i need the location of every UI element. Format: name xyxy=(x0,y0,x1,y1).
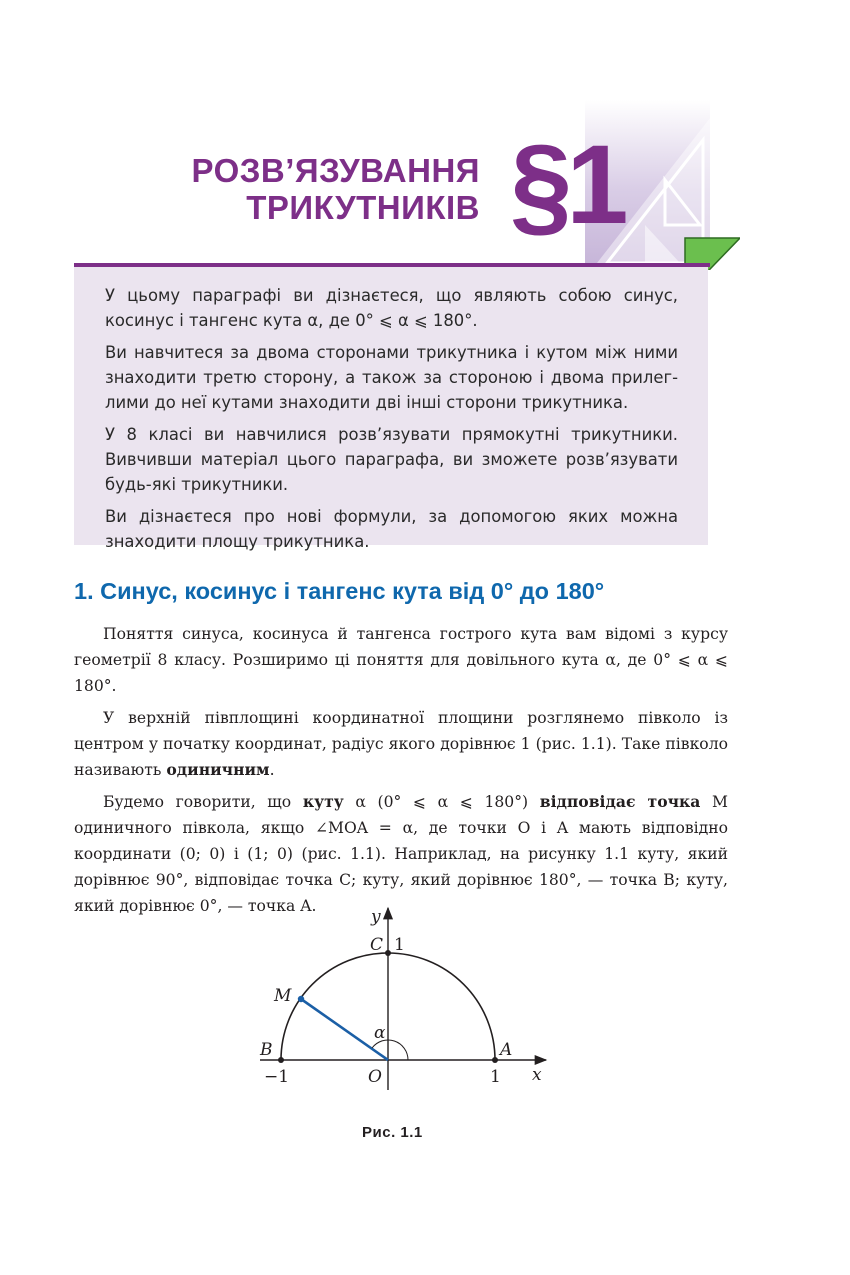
point-c xyxy=(385,950,391,956)
body-paragraph-3: Будемо говорити, що куту α (0° ⩽ α ⩽ 180°) відповідає точка M одиничного півкола, якщо ∠MOA = α, де точки O і A мають відповідно координати (0; 0) і (1; 0) (рис. 1.1). Наприклад, на рисунку 1.1 куту, який дорівнює 90°, відповідає точка C; куту, який дорівнює 180°, — точка B; куту, який дорівнює 0°, — точка A. xyxy=(74,792,728,915)
term-point: відповідає точка xyxy=(539,792,701,811)
intro-paragraph: Ви дізнаєтеся про нові формули, за допомогою яких можна знаходити площу трикутника. xyxy=(105,507,678,551)
intro-paragraph: Ви навчитеся за двома сторонами трикутника і кутом між ними знаходити третю сторону, а також за стороною і двома прилеглими до неї кутами знаходити дві інші сторони трикутника. xyxy=(105,343,678,412)
body-paragraph-1: Поняття синуса, косинуса й тангенса гострого кута вам відомі з курсу геометрії 8 класу. Розширимо ці поняття для довільного кута α, де 0° ⩽ α ⩽ 180°. xyxy=(74,625,728,695)
intro-paragraph: У 8 класі ви навчилися розв’язувати прямокутні трикутники. Вивчивши матеріал цього параграфа, ви зможете розв’язувати будь-які трикутники. xyxy=(105,425,678,494)
label-one-x: 1 xyxy=(490,1067,501,1087)
label-y: y xyxy=(371,907,381,927)
chapter-title-line2: ТРИКУТНИКІВ xyxy=(246,189,480,226)
point-b xyxy=(278,1057,284,1063)
label-x: x xyxy=(532,1065,542,1085)
chapter-title xyxy=(192,152,480,226)
body-text xyxy=(74,621,728,925)
label-c: C xyxy=(370,935,384,955)
intro-paragraph: У цьому параграфі ви дізнаєтеся, що являють собою синус, косинус і тангенс кута α, де 0° ⩽ α ⩽ 180°. xyxy=(105,286,678,330)
point-m xyxy=(298,996,304,1002)
unit-semicircle-figure xyxy=(250,900,560,1100)
label-alpha: α xyxy=(374,1023,386,1043)
section-title: 1. Синус, косинус і тангенс кута від 0° до 180° xyxy=(74,578,605,604)
figure-caption: Рис. 1.1 xyxy=(362,1124,423,1141)
term-unit: одиничним xyxy=(166,760,270,779)
angle-arc xyxy=(372,1040,408,1060)
chapter-title-line1: РОЗВ’ЯЗУВАННЯ xyxy=(191,152,480,189)
label-b: B xyxy=(260,1040,273,1060)
term-angle: куту xyxy=(302,792,344,811)
chapter-number: §1 xyxy=(510,122,623,247)
label-m: M xyxy=(274,986,292,1006)
body-paragraph-2: У верхній півплощині координатної площини розглянемо півколо із центром у початку координат, радіус якого дорівнює 1 (рис. 1.1). Таке півколо називають одиничним. xyxy=(74,709,728,779)
label-o: O xyxy=(368,1067,382,1087)
label-minus-one: −1 xyxy=(264,1067,290,1087)
intro-box xyxy=(74,267,708,551)
point-a xyxy=(492,1057,498,1063)
label-one-y: 1 xyxy=(394,935,405,955)
label-a: A xyxy=(500,1040,513,1060)
